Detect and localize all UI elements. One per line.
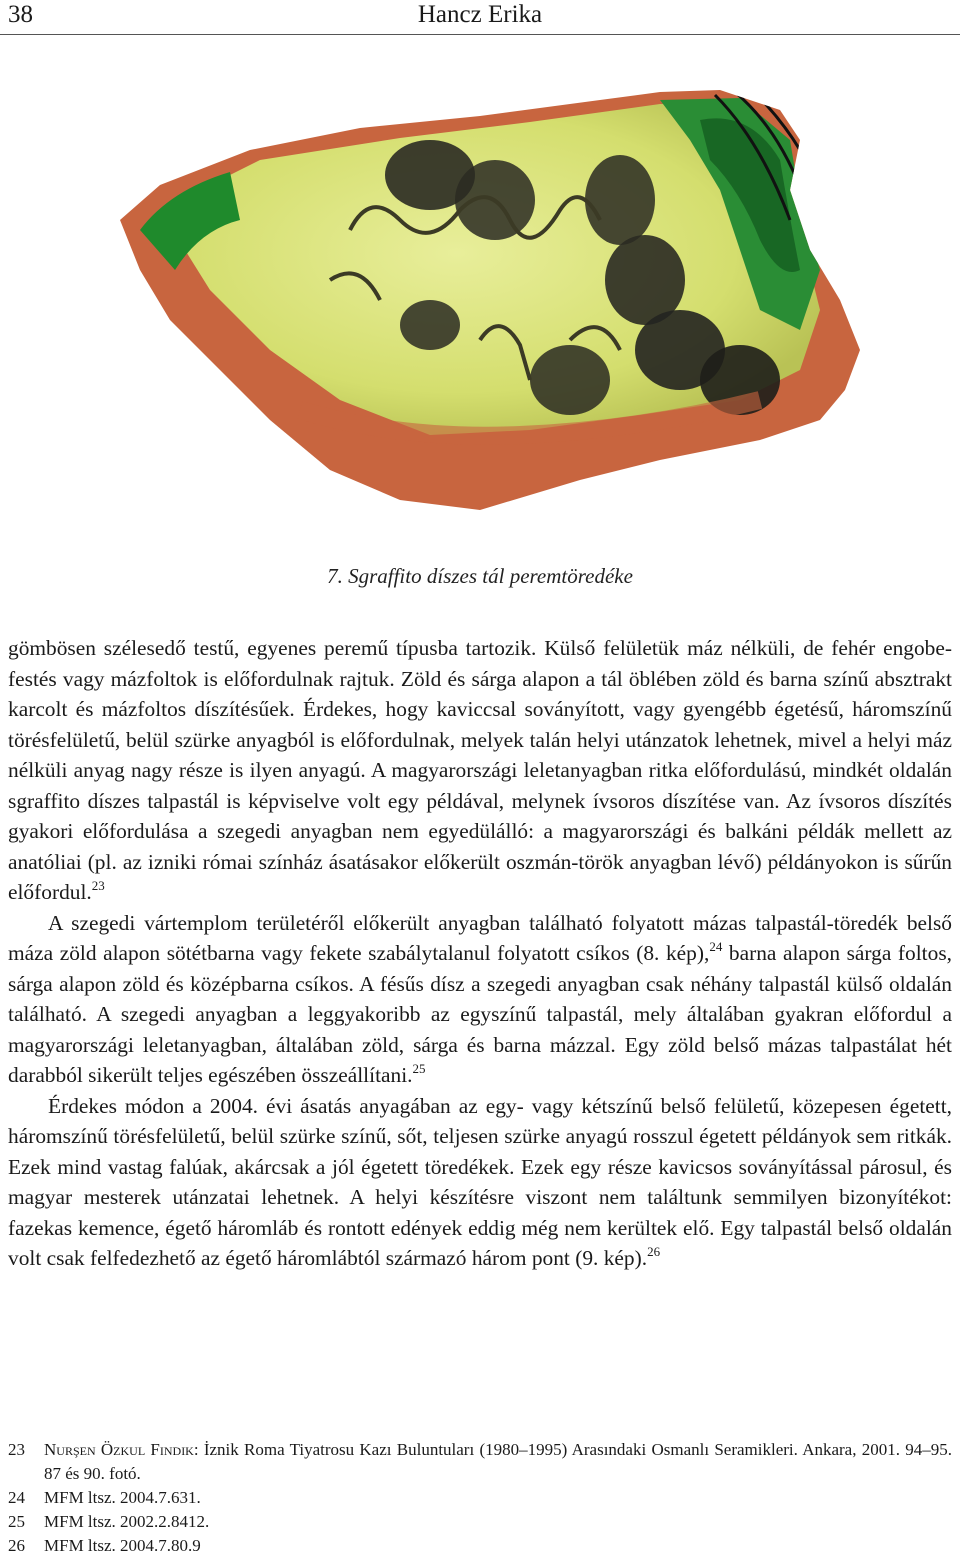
footnote-number: 24 (8, 1488, 25, 1507)
paragraph-2 (8, 908, 952, 1091)
footnote-24 (8, 1486, 952, 1510)
sgraffito-sherd-image (100, 80, 880, 520)
footnote-text: İznik Roma Tiyatrosu Kazı Buluntuları (1980–1995) Arasındaki Osmanlı Seramikleri. Ankara, 2001. 94–95. 87 és 90. fotó. (44, 1440, 952, 1483)
footnote-number: 25 (8, 1512, 25, 1531)
footnote-26 (8, 1534, 952, 1558)
footnote-23 (8, 1438, 952, 1486)
sherd-photo (100, 80, 880, 520)
figure-caption: 7. Sgraffito díszes tál peremtöredéke (327, 564, 633, 588)
paragraph-1-text: gömbösen szélesedő testű, egyenes peremű típusba tartozik. Külső felületük máz nélküli, de fehér engobe-festés vagy mázfoltok is előfordulnak rajtuk. Zöld és sárga alapon a tál öblében zöld és barna színű absztrakt karcolt és mázfoltos díszítésűek. Érdekes, hogy kaviccsal soványított, vagy gyengébb égetésű, háromszínű törésfelületű, belül szürke anyagból is előfordulnak, melyek talán helyi utánzatok lehetnek, mivel a helyi máz nélküli anyag nagy része is ilyen anyagú. A magyarországi leletanyagban ritka előfordulású, mindkét oldalán sgraffito díszes talpastál is képviselve volt egy példával, melynek ívsoros díszítése van. Az ívsoros díszítés gyakori előfordulása a szegedi anyagban nem egyedülálló: a magyarországi és balkáni példák mellett az anatóliai (pl. az izniki római színház ásatásakor előkerült oszmán-török anyagban lévő) példányokon is sűrűn előfordul. (8, 636, 952, 904)
footnote-ref-24[interactable]: 24 (709, 939, 723, 954)
paragraph-1 (8, 633, 952, 908)
paragraph-2-text-b: barna alapon sárga foltos, sárga alapon zöld és középbarna csíkos. A fésűs dísz a szegedi anyagban csak néhány talpastál külső oldalán található. A szegedi anyagban a leggyakoribb az egyszínű talpastál, mely általában gyakran előfordul a magyarországi leletanyagban, általában zöld, sárga és barna mázzal. Egy zöld belső mázas talpastálat hét darabból sikerült teljes egészében összeállítani. (8, 941, 952, 1087)
footnote-number: 23 (8, 1440, 25, 1459)
footnote-author: Nurşen Özkul Fındık: (44, 1440, 199, 1459)
footnote-ref-23[interactable]: 23 (91, 878, 105, 893)
footnote-text: MFM ltsz. 2002.2.8412. (44, 1512, 210, 1531)
footnote-ref-25[interactable]: 25 (412, 1061, 426, 1076)
footnote-text: MFM ltsz. 2004.7.80.9 (44, 1536, 201, 1555)
paragraph-2-text-a: A szegedi vártemplom területéről előkerült anyagban található folyatott mázas talpastál-töredék belső máza zöld alapon sötétbarna vagy fekete szabálytalanul folyatott csíkos (8. kép), (8, 910, 952, 965)
page-number: 38 (8, 1, 33, 28)
paragraph-3-text: Érdekes módon a 2004. évi ásatás anyagában az egy- vagy kétszínű belső felületű, közepesen égetett, háromszínű törésfelületű, belül szürke színű, sőt, teljesen szürke anyagú rosszul égetett példányok sem ritkák. Ezek mind vastag falúak, akárcsak a jól égetett töredékek. Ezek egy része kavicsos soványítással párosul, és magyar mesterek utánzatai lehetnek. A helyi készítésre viszont nem találtunk semmilyen bizonyítékot: fazekas kemence, égető háromláb és rontott edények eddig még nem kerültek elő. Egy talpastál belső oldalán volt csak felfedezhető az égető háromlábtól származó három pont (9. kép). (8, 1093, 952, 1270)
running-head: Hancz Erika (417, 1, 543, 28)
footnote-25 (8, 1510, 952, 1534)
footnote-number: 26 (8, 1536, 25, 1555)
footnote-ref-26[interactable]: 26 (647, 1244, 661, 1259)
body-text (8, 633, 952, 1274)
footnote-text: MFM ltsz. 2004.7.631. (44, 1488, 201, 1507)
paragraph-3 (8, 1091, 952, 1274)
page-header (0, 0, 960, 35)
footnotes (8, 1438, 952, 1558)
